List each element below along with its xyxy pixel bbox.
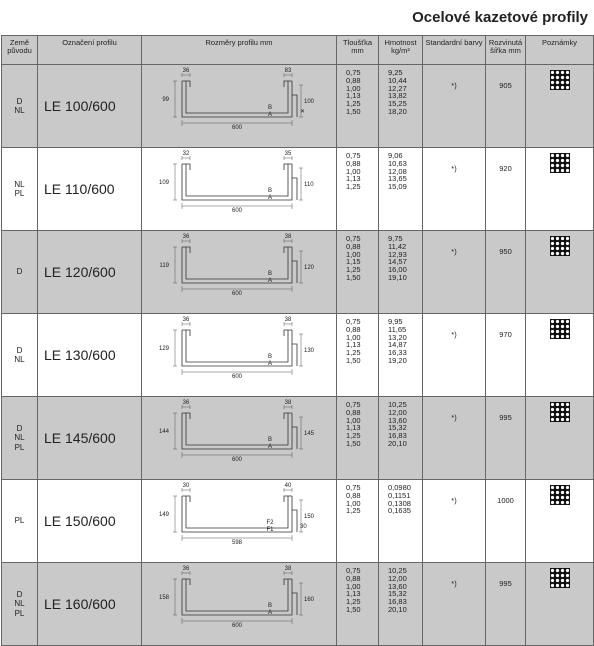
table-row — [2, 480, 594, 563]
origin-code: NL — [14, 179, 25, 189]
dim-label-b: F2 — [266, 520, 274, 526]
colors-cell: *) — [423, 231, 486, 314]
thickness-value: 1,00 — [346, 249, 361, 259]
weight-value: 0,1151 — [388, 490, 411, 500]
perforation-swatch-icon — [550, 402, 570, 422]
dim-line-right — [299, 168, 303, 200]
width-cell: 905 — [486, 65, 526, 148]
weight-value: 16,33 — [388, 348, 407, 358]
thickness-value: 1,50 — [346, 272, 361, 282]
dim-line-right — [299, 334, 303, 366]
width-cell: 970 — [486, 314, 526, 397]
origin-code: D — [16, 589, 23, 599]
profile-inner-outline — [186, 164, 288, 196]
weight-value: 10,44 — [388, 75, 407, 85]
dim-label-a: A — [267, 112, 273, 118]
profile-outline — [182, 164, 292, 200]
notes-cell — [526, 231, 594, 314]
weight-value: 20,10 — [388, 604, 407, 614]
weight-value: 13,82 — [388, 91, 407, 101]
profile-outline — [182, 247, 292, 283]
weight-value: 12,27 — [388, 83, 407, 93]
thickness-value: 1,50 — [346, 355, 361, 365]
weight-value: 0,1635 — [388, 506, 411, 516]
dim-top-left: 36 — [182, 68, 190, 74]
thickness-value: 1,25 — [346, 431, 361, 441]
dim-label-a: A — [267, 444, 273, 450]
weight-value: 0,1308 — [388, 498, 411, 508]
dim-extra: 30 — [300, 524, 307, 530]
dim-label-b: B — [267, 188, 273, 194]
dim-height-right: 160 — [304, 597, 315, 603]
weight-value: 16,00 — [388, 265, 407, 275]
weight-value: 0,0980 — [388, 483, 411, 492]
dim-top-left: 30 — [182, 483, 190, 489]
profile-diagram-cell — [142, 563, 337, 646]
header-colors: Standardní barvy — [423, 36, 486, 65]
thickness-value: 1,00 — [346, 166, 361, 176]
weight-value: 14,57 — [388, 257, 407, 267]
flange-right-lower — [292, 344, 297, 366]
weight-value: 15,32 — [388, 589, 407, 599]
header-dims: Rozměry profilu mm — [142, 36, 337, 65]
dim-height-left: 109 — [158, 180, 169, 186]
profile-diagram — [142, 148, 336, 214]
dim-top-right: 38 — [284, 317, 292, 323]
notes-cell — [526, 148, 594, 231]
profiles-table — [1, 35, 594, 646]
table-row — [2, 231, 594, 314]
thickness-value: 1,50 — [346, 106, 361, 116]
thickness-value: 1,25 — [346, 506, 361, 516]
dim-height-right: 110 — [304, 182, 314, 188]
origin-code: D — [16, 423, 23, 433]
profile-diagram — [142, 65, 336, 131]
table-row — [2, 563, 594, 646]
table-header — [2, 36, 594, 65]
thickness-value: 1,25 — [346, 182, 361, 192]
thickness-value: 0,75 — [346, 68, 361, 77]
origin-code: PL — [14, 442, 25, 452]
dim-height-right: 150 — [304, 514, 315, 520]
thickness-value: 0,75 — [346, 400, 361, 409]
header-width: Rozvinutá šířka mm — [486, 36, 526, 65]
profile-name: LE 110/600 — [38, 148, 142, 231]
thickness-value: 1,13 — [346, 423, 361, 433]
profile-name: LE 160/600 — [38, 563, 142, 646]
weight-cell — [379, 480, 423, 563]
colors-cell: *) — [423, 480, 486, 563]
weight-value: 9,25 — [388, 68, 403, 77]
weight-value: 12,08 — [388, 166, 407, 176]
dim-height-left: 158 — [158, 595, 169, 601]
dim-height-right: 100 — [304, 99, 315, 105]
weight-value: 13,20 — [388, 332, 407, 342]
weight-value: 12,00 — [388, 573, 407, 583]
dim-extra: ✕ — [300, 109, 306, 115]
header-thickness: Tloušťka mm — [337, 36, 379, 65]
thickness-value: 0,88 — [346, 490, 361, 500]
header-name: Označení profilu — [38, 36, 142, 65]
dim-label-a: A — [267, 278, 273, 284]
dim-width: 600 — [231, 291, 243, 297]
origin-cell — [2, 148, 38, 231]
profile-outline — [182, 579, 292, 615]
width-cell: 920 — [486, 148, 526, 231]
table-row — [2, 65, 594, 148]
dim-line-left — [173, 330, 177, 366]
notes-cell — [526, 314, 594, 397]
flange-right-lower — [292, 261, 297, 283]
dim-height-left: 144 — [158, 429, 169, 435]
origin-code: D — [16, 345, 23, 355]
weight-value: 19,10 — [388, 272, 407, 282]
flange-right-lower — [292, 510, 297, 532]
weight-value: 9,95 — [388, 317, 403, 326]
profile-outline — [182, 496, 292, 532]
weight-cell — [379, 397, 423, 480]
origin-code: PL — [14, 516, 25, 526]
dim-top-right: 40 — [284, 483, 292, 489]
profile-diagram — [142, 314, 336, 380]
origin-code: D — [16, 267, 23, 277]
weight-value: 19,20 — [388, 355, 407, 365]
dim-line-left — [173, 247, 177, 283]
dim-label-b: B — [267, 271, 273, 277]
notes-cell — [526, 65, 594, 148]
profile-inner-outline — [186, 247, 288, 279]
weight-cell — [379, 314, 423, 397]
profile-name: LE 130/600 — [38, 314, 142, 397]
perforation-swatch-icon — [550, 485, 570, 505]
dim-label-b: B — [267, 603, 273, 609]
weight-value: 13,60 — [388, 415, 407, 425]
dim-label-b: B — [267, 437, 273, 443]
thickness-value: 0,75 — [346, 151, 361, 160]
width-cell: 1000 — [486, 480, 526, 563]
dim-top-right: 38 — [284, 400, 292, 406]
profile-inner-outline — [186, 330, 288, 362]
profile-diagram — [142, 231, 336, 297]
profile-diagram-cell — [142, 480, 337, 563]
dim-top-right: 35 — [284, 151, 292, 157]
thickness-value: 1,00 — [346, 83, 361, 93]
weight-value: 16,83 — [388, 597, 407, 607]
thickness-value: 1,25 — [346, 265, 361, 275]
dim-label-a: A — [267, 195, 273, 201]
profile-name: LE 100/600 — [38, 65, 142, 148]
perforation-swatch-icon — [550, 319, 570, 339]
flange-right-lower — [292, 427, 297, 449]
origin-cell — [2, 314, 38, 397]
table-row — [2, 397, 594, 480]
thickness-value: 1,13 — [346, 174, 361, 184]
dim-height-left: 129 — [158, 346, 169, 352]
profile-name: LE 150/600 — [38, 480, 142, 563]
weight-cell — [379, 148, 423, 231]
weight-value: 12,00 — [388, 407, 407, 417]
thickness-value: 1,50 — [346, 604, 361, 614]
thickness-value: 1,13 — [346, 589, 361, 599]
dim-label-a: A — [267, 610, 273, 616]
weight-value: 18,20 — [388, 106, 407, 116]
thickness-value: 0,75 — [346, 234, 361, 243]
thickness-value: 1,00 — [346, 581, 361, 591]
dim-top-right: 83 — [284, 68, 292, 74]
profile-diagram-cell — [142, 231, 337, 314]
thickness-value: 0,75 — [346, 317, 361, 326]
thickness-value: 1,00 — [346, 332, 361, 342]
weight-value: 14,87 — [388, 340, 407, 350]
origin-cell — [2, 397, 38, 480]
dim-width: 600 — [231, 125, 243, 131]
weight-value: 11,65 — [388, 324, 407, 334]
thickness-value: 0,88 — [346, 241, 361, 251]
weight-value: 15,25 — [388, 99, 407, 109]
width-cell: 995 — [486, 563, 526, 646]
weight-value: 12,93 — [388, 249, 407, 259]
origin-code: NL — [14, 355, 25, 364]
dim-top-left: 32 — [182, 151, 190, 157]
thickness-cell — [337, 397, 379, 480]
notes-cell — [526, 397, 594, 480]
perforation-swatch-icon — [550, 153, 570, 173]
origin-code: NL — [14, 433, 25, 443]
perforation-swatch-icon — [550, 568, 570, 588]
dim-height-right: 120 — [304, 265, 315, 271]
dim-top-left: 36 — [182, 566, 190, 572]
origin-cell — [2, 480, 38, 563]
dim-height-right: 130 — [304, 348, 315, 354]
weight-value: 16,83 — [388, 431, 407, 441]
table-row — [2, 148, 594, 231]
dim-line-right — [299, 583, 303, 615]
colors-cell: *) — [423, 148, 486, 231]
flange-right-lower — [292, 95, 297, 117]
perforation-swatch-icon — [550, 70, 570, 90]
origin-cell — [2, 563, 38, 646]
thickness-value: 1,25 — [346, 99, 361, 109]
thickness-cell — [337, 65, 379, 148]
dim-line-left — [173, 413, 177, 449]
dim-line-left — [173, 164, 177, 200]
dim-label-a: A — [267, 361, 273, 367]
dim-height-left: 149 — [158, 512, 169, 518]
origin-cell — [2, 65, 38, 148]
table-row — [2, 314, 594, 397]
thickness-cell — [337, 480, 379, 563]
origin-code: D — [16, 96, 23, 106]
profile-diagram-cell — [142, 148, 337, 231]
profile-inner-outline — [186, 579, 288, 611]
thickness-value: 0,75 — [346, 483, 361, 492]
dim-label-b: B — [267, 105, 273, 111]
dim-label-a: F1 — [266, 527, 274, 533]
profile-diagram-cell — [142, 397, 337, 480]
profile-name: LE 145/600 — [38, 397, 142, 480]
thickness-value: 0,88 — [346, 324, 361, 334]
notes-cell — [526, 563, 594, 646]
dim-top-right: 38 — [284, 234, 292, 240]
dim-top-right: 38 — [284, 566, 292, 572]
colors-cell: *) — [423, 563, 486, 646]
thickness-value: 0,88 — [346, 75, 361, 85]
page-title: Ocelové kazetové profily — [412, 9, 588, 26]
thickness-value: 0,75 — [346, 566, 361, 575]
profile-diagram — [142, 563, 336, 629]
dim-width: 598 — [231, 540, 243, 546]
header-notes: Poznámky — [526, 36, 594, 65]
dim-height-right: 145 — [304, 431, 315, 437]
header-origin: Země původu — [2, 36, 38, 65]
weight-value: 15,09 — [388, 182, 407, 192]
weight-cell — [379, 231, 423, 314]
dim-line-left — [173, 81, 177, 117]
weight-value: 9,06 — [388, 151, 403, 160]
dim-width: 600 — [231, 208, 243, 214]
origin-cell — [2, 231, 38, 314]
origin-code: NL — [14, 599, 25, 609]
weight-cell — [379, 65, 423, 148]
dim-line-left — [173, 579, 177, 615]
profile-outline — [182, 330, 292, 366]
thickness-value: 1,00 — [346, 498, 361, 508]
weight-value: 13,65 — [388, 174, 407, 184]
profile-diagram-cell — [142, 314, 337, 397]
dim-width: 600 — [231, 623, 243, 629]
dim-top-left: 36 — [182, 400, 190, 406]
thickness-value: 0,88 — [346, 407, 361, 417]
flange-right-lower — [292, 593, 297, 615]
width-cell: 995 — [486, 397, 526, 480]
thickness-value: 1,15 — [346, 257, 361, 267]
dim-label-b: B — [267, 354, 273, 360]
profile-diagram-cell — [142, 65, 337, 148]
width-cell: 950 — [486, 231, 526, 314]
colors-cell: *) — [423, 65, 486, 148]
weight-value: 10,25 — [388, 400, 407, 409]
weight-value: 10,25 — [388, 566, 407, 575]
thickness-value: 0,88 — [346, 158, 361, 168]
origin-code: PL — [14, 608, 25, 618]
profile-inner-outline — [186, 81, 288, 113]
thickness-value: 0,88 — [346, 573, 361, 583]
thickness-value: 1,00 — [346, 415, 361, 425]
thickness-cell — [337, 563, 379, 646]
thickness-cell — [337, 148, 379, 231]
thickness-value: 1,13 — [346, 340, 361, 350]
notes-cell — [526, 480, 594, 563]
perforation-swatch-icon — [550, 236, 570, 256]
profile-outline — [182, 413, 292, 449]
colors-cell: *) — [423, 314, 486, 397]
colors-cell: *) — [423, 397, 486, 480]
profile-inner-outline — [186, 413, 288, 445]
profile-outline — [182, 81, 292, 117]
origin-code: PL — [14, 189, 25, 198]
dim-line-right — [299, 251, 303, 283]
thickness-value: 1,25 — [346, 348, 361, 358]
thickness-cell — [337, 314, 379, 397]
thickness-value: 1,13 — [346, 91, 361, 101]
thickness-value: 1,25 — [346, 597, 361, 607]
weight-cell — [379, 563, 423, 646]
weight-value: 13,60 — [388, 581, 407, 591]
dim-line-right — [299, 417, 303, 449]
origin-code: NL — [14, 106, 25, 115]
flange-right-lower — [292, 178, 297, 200]
thickness-value: 1,50 — [346, 438, 361, 448]
thickness-cell — [337, 231, 379, 314]
dim-top-left: 36 — [182, 317, 190, 323]
dim-width: 600 — [231, 457, 243, 463]
dim-top-left: 36 — [182, 234, 190, 240]
dim-line-left — [173, 496, 177, 532]
weight-value: 9,75 — [388, 234, 403, 243]
header-weight: Hmotnost kg/m² — [379, 36, 423, 65]
weight-value: 15,32 — [388, 423, 407, 433]
dim-height-left: 119 — [159, 263, 169, 269]
weight-value: 11,42 — [388, 241, 407, 251]
dim-height-left: 99 — [162, 97, 169, 103]
weight-value: 10,63 — [388, 158, 407, 168]
profile-name: LE 120/600 — [38, 231, 142, 314]
profile-diagram — [142, 480, 336, 546]
dim-width: 600 — [231, 374, 243, 380]
weight-value: 20,10 — [388, 438, 407, 448]
profile-diagram — [142, 397, 336, 463]
